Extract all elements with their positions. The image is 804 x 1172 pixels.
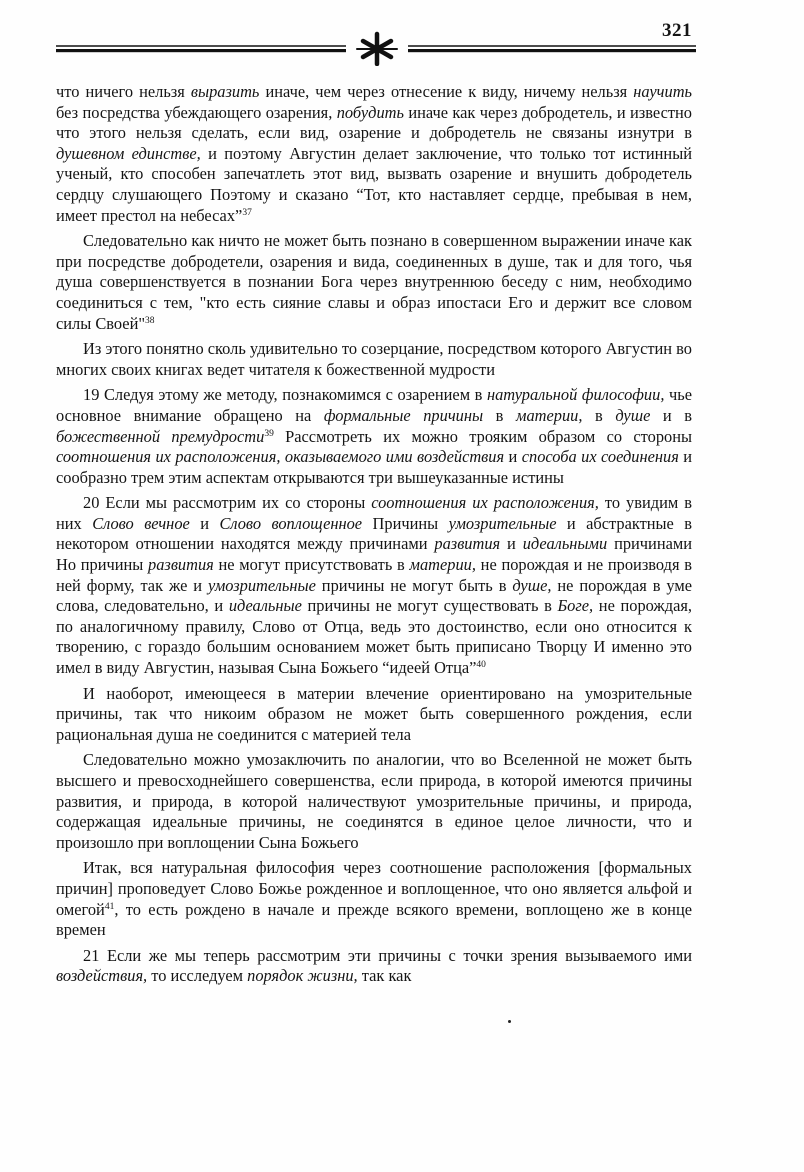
emphasis: материи, xyxy=(409,555,476,575)
text-run: Из этого понятно сколь удивительно то созерцание, посредством которого Августин во многих своих книгах ведет читателя к божественной мудрости xyxy=(56,339,692,379)
footnote-ref: 39 xyxy=(264,428,274,439)
paragraph xyxy=(56,684,692,746)
asterisk-ornament-icon xyxy=(56,30,696,66)
emphasis: Слово воплощенное xyxy=(219,513,363,533)
text-run: без посредства убеждающего озарения, xyxy=(56,102,337,122)
text-run: И наоборот, имеющееся в материи влечение ориентировано на умозрительные причины, так что никоим образом не может быть совершенного рождения, если рациональная душа не соединится с материей тела xyxy=(56,683,692,744)
paragraph xyxy=(56,493,692,678)
text-run: в xyxy=(483,405,516,425)
emphasis: научить xyxy=(633,82,692,101)
footnote-ref: 40 xyxy=(476,660,486,671)
text-run: что ничего нельзя xyxy=(56,82,191,101)
text-run: 19 Следуя этому же методу, познакомимся с озарением в xyxy=(83,385,487,405)
main-text xyxy=(56,82,692,987)
text-run: Итак, вся натуральная философия через соотношение расположения [формальных причин] проповедует Слово Божье рожденное и воплощенное, что оно является альфой и омегой xyxy=(56,858,692,919)
text-run: не порождая и не производя в ней форму, так же и xyxy=(56,555,692,595)
emphasis: умозрительные xyxy=(207,575,316,595)
emphasis: выразить xyxy=(190,82,260,101)
text-run: и xyxy=(500,534,523,554)
text-run: Следовательно можно умозаключить по аналогии, что во Вселенной не может быть высшего и превосходнейшего совершенства, если природа, в которой имеются причины развития, и природа, в которой наличествуют умозрительные причины, и природа, содержащая идеальные причины, не соединятся в единое целое личности, что и произошло при воплощении Сына Божьего xyxy=(56,750,692,852)
text-run: чье основное внимание обращено на xyxy=(56,385,692,425)
emphasis: идеальными xyxy=(522,534,608,554)
text-run: так как xyxy=(357,966,412,986)
text-run: Рассмотреть их можно трояким образом со стороны xyxy=(273,426,692,446)
text-run: не порождая, по аналогичному правилу, Слово от Отца, ведь это достоинство, если оно относится к творению, с гораздо большим основанием может быть приписано Творцу И именно это имел в виду Августин, называя Сына Божьего “идеей Отца” xyxy=(56,596,693,678)
text-run: не порождая в уме слова, следовательно, и xyxy=(56,575,692,616)
stray-mark xyxy=(508,1020,511,1023)
emphasis: способа их соединения xyxy=(521,447,679,467)
text-run: то исследуем xyxy=(147,966,248,986)
emphasis: Слово вечное xyxy=(92,513,190,533)
paragraph xyxy=(56,339,692,380)
text-run: и xyxy=(504,447,522,467)
emphasis: воздействия, xyxy=(56,966,148,986)
emphasis: идеальные xyxy=(228,596,302,616)
text-run: не могут присутствовать в xyxy=(213,555,410,575)
text-run: в xyxy=(582,405,616,425)
paragraph xyxy=(56,385,692,488)
text-run: Причины xyxy=(362,513,449,533)
emphasis: материи, xyxy=(515,405,583,425)
page-number: 321 xyxy=(662,20,692,41)
text-run: то увидим в них xyxy=(56,493,692,533)
text-run: , то есть рождено в начале и прежде всякого времени, воплощено же в конце времен xyxy=(56,899,692,940)
text-run: Следовательно как ничто не может быть познано в совершенном выражении иначе как при посредстве добродетели, озарения и вида, соединенных в душе, так и для того, чья душа совершенствуется в познании Бога через внутреннюю беседу с ним, необходимо соединиться с тем, "кто есть сияние славы и образ ипостаси Его и держит все словом силы Своей" xyxy=(56,231,692,333)
paragraph xyxy=(56,858,692,940)
emphasis: побудить xyxy=(336,102,404,122)
emphasis: Боге, xyxy=(557,596,594,616)
emphasis: душе, xyxy=(512,575,552,595)
text-run: и xyxy=(189,513,220,533)
footnote-ref: 41 xyxy=(104,901,115,912)
paragraph xyxy=(56,750,692,853)
text-run: причины не могут существовать в xyxy=(301,596,558,616)
emphasis: умозрительные xyxy=(448,513,557,533)
text-run: и поэтому Августин делает заключение, что только тот истинный ученый, кто способен запечатлеть этот вид, вызвать озарение и внушить добродетель сердцу слушающего Поэтому и сказано “Тот, кто наставляет сердце, пребывая в нем, имеет престол на небесах” xyxy=(56,143,692,225)
text-run: 21 Если же мы теперь рассмотрим эти причины с точки зрения вызываемого ими xyxy=(83,945,692,965)
emphasis: божественной премудрости xyxy=(56,426,265,446)
emphasis: душевном единстве, xyxy=(56,143,201,163)
text-run: и в xyxy=(650,405,693,425)
emphasis: натуральной философии, xyxy=(486,385,665,405)
paragraph xyxy=(56,231,692,334)
emphasis: развития xyxy=(148,555,214,575)
footnote-ref: 37 xyxy=(242,207,252,218)
text-run: причинами Но причины xyxy=(56,534,693,575)
text-run: причины не могут быть в xyxy=(315,575,513,595)
emphasis: соотношения их расположения, xyxy=(371,493,599,513)
paragraph xyxy=(56,82,692,226)
paragraph xyxy=(56,946,692,987)
text-run: и сообразно трем этим аспектам открываются три вышеуказанные истины xyxy=(56,447,693,487)
emphasis: душе xyxy=(615,405,651,425)
footnote-ref: 38 xyxy=(145,315,155,326)
text-run: 20 Если мы рассмотрим их со стороны xyxy=(83,493,372,513)
emphasis: порядок жизни, xyxy=(247,966,358,986)
emphasis: соотношения их расположения, оказываемого ими воздействия xyxy=(56,447,505,467)
text-run: иначе, чем через отнесение к виду, ничему нельзя xyxy=(259,82,634,101)
emphasis: формальные причины xyxy=(323,405,484,425)
emphasis: развития xyxy=(434,534,501,554)
text-run: иначе как через добродетель, и известно что этого нельзя сделать, если вид, озарение и добродетель не связаны изнутри в xyxy=(56,102,692,143)
text-run: и абстрактные в некотором отношении находятся между причинами xyxy=(56,513,693,554)
